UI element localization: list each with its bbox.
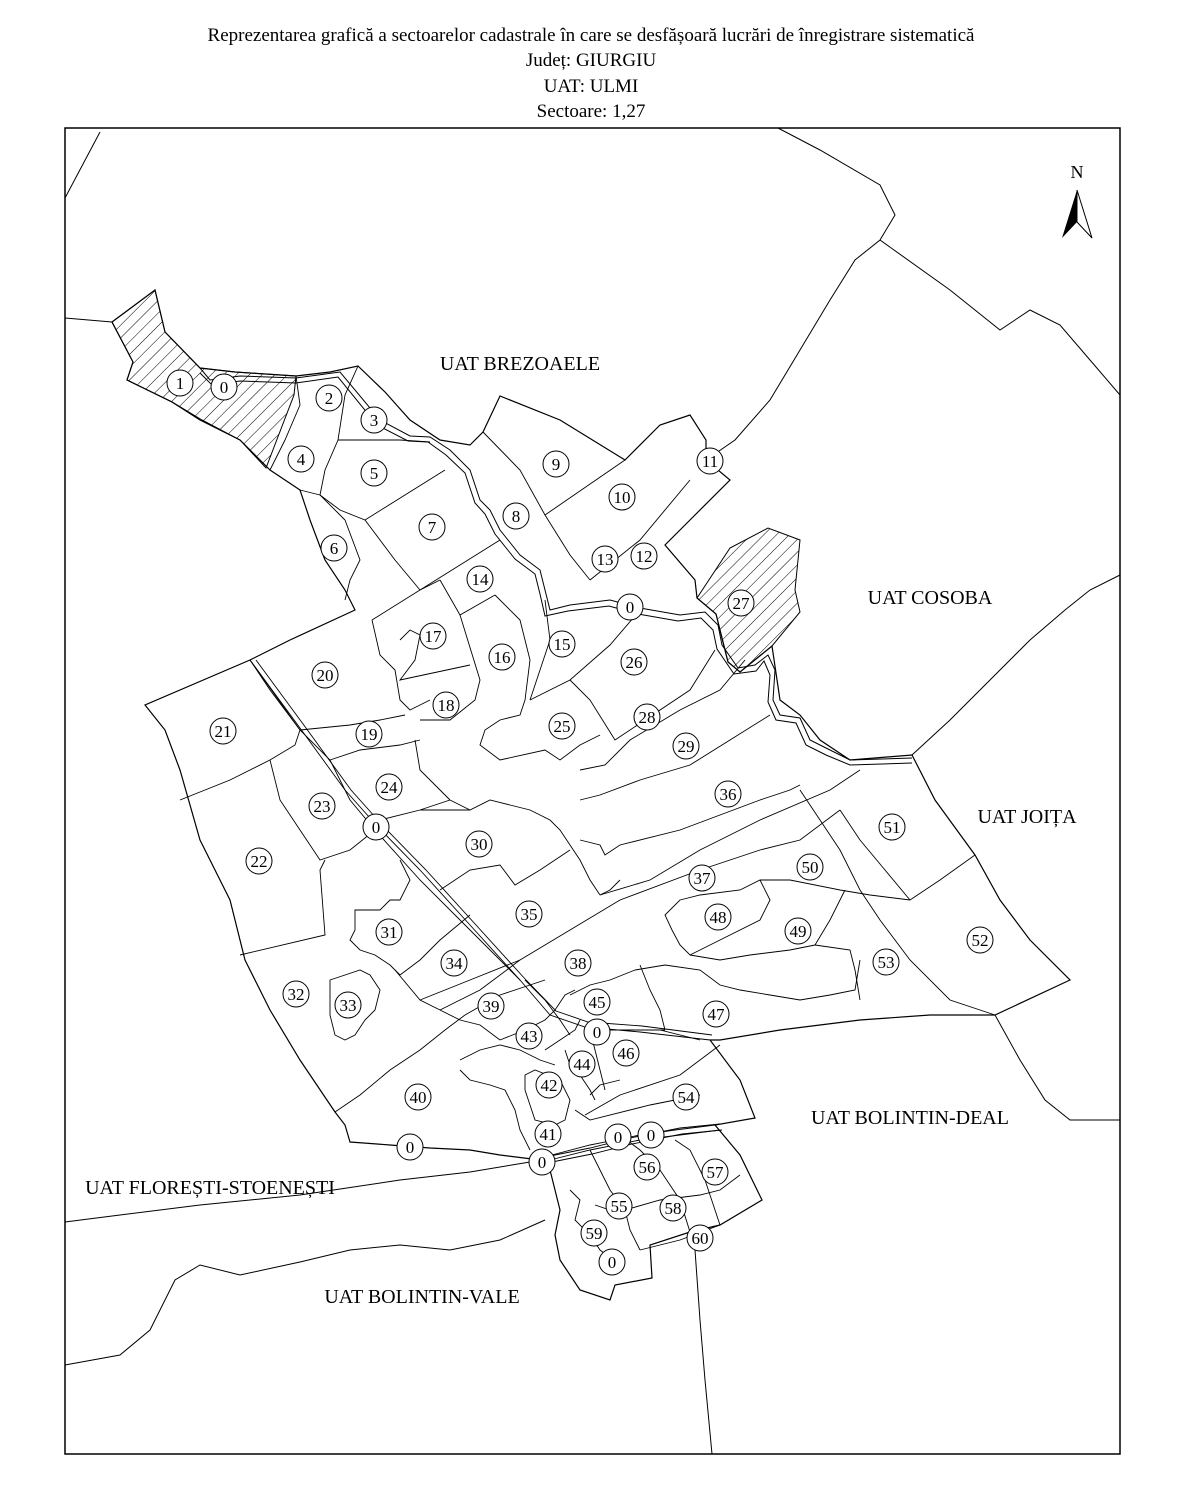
sector-label (516, 901, 542, 927)
sector-label (288, 446, 314, 472)
uat-label: UAT: ULMI (543, 76, 639, 97)
sector-label (728, 590, 754, 616)
sector-number: 60 (691, 1229, 709, 1248)
sector-label (569, 1051, 595, 1077)
sector-label (503, 503, 529, 529)
sector-number: 58 (664, 1199, 682, 1218)
sector-number: 59 (585, 1224, 603, 1243)
sector-number: 24 (380, 778, 398, 797)
sector-number: 36 (719, 785, 737, 804)
north-label: N (1070, 162, 1084, 182)
sector-label (967, 927, 993, 953)
sector-number: 43 (520, 1027, 538, 1046)
sector-number: 57 (706, 1163, 724, 1182)
sector-label (715, 781, 741, 807)
sector-number: 34 (445, 954, 463, 973)
sector-number: 22 (250, 852, 268, 871)
sector-number: 33 (339, 996, 357, 1015)
sector-number: 10 (613, 488, 631, 507)
sector-number: 38 (569, 954, 587, 973)
sector-number: 18 (437, 696, 455, 715)
sector-label (613, 1040, 639, 1066)
sector-label (335, 992, 361, 1018)
sector-label (405, 1084, 431, 1110)
sector-label (592, 546, 618, 572)
sector-number: 31 (380, 923, 398, 942)
sector-label (516, 1023, 542, 1049)
sector-number: 21 (214, 722, 232, 741)
sector-label (873, 949, 899, 975)
sector-label (565, 950, 591, 976)
neighbor-label: UAT COSOBA (867, 587, 993, 609)
sector-number: 49 (789, 922, 807, 941)
sector-boundaries (180, 366, 995, 1265)
territory-boundaries (65, 128, 1120, 1454)
sector-number: 11 (701, 452, 719, 471)
sector-label (467, 566, 493, 592)
sector-number: 30 (470, 835, 488, 854)
sector-label (309, 793, 335, 819)
sector-label (584, 1019, 610, 1045)
sector-number: 0 (537, 1153, 547, 1172)
sector-number: 46 (617, 1044, 635, 1063)
neighbor-label: UAT JOIȚA (977, 806, 1077, 828)
sector-label (687, 1225, 713, 1251)
sectors-label: Sectoare: 1,27 (536, 101, 646, 122)
sector-label (536, 1072, 562, 1098)
sector-label (609, 484, 635, 510)
sector-label (420, 623, 446, 649)
sector-label (363, 814, 389, 840)
sector-number: 42 (540, 1076, 558, 1095)
sector-label (549, 713, 575, 739)
sector-label (879, 814, 905, 840)
river (200, 368, 912, 765)
sector-label (283, 981, 309, 1007)
map-title: Reprezentarea grafică a sectoarelor cadastrale în care se desfășoară lucrări de înregistrare sistematică (207, 25, 975, 46)
sector-label (376, 919, 402, 945)
sector-number: 50 (801, 858, 819, 877)
sector-label (605, 1124, 631, 1150)
sector-label (419, 514, 445, 540)
sector-number: 0 (646, 1126, 656, 1145)
sector-label (673, 733, 699, 759)
sector-label (606, 1193, 632, 1219)
sector-label (617, 594, 643, 620)
sector-number: 53 (877, 953, 895, 972)
sector-label (316, 385, 342, 411)
sector-label (489, 644, 515, 670)
sector-label (797, 854, 823, 880)
sector-number: 23 (313, 797, 331, 816)
sector-label (621, 649, 647, 675)
sector-number: 0 (219, 378, 229, 397)
sector-number: 8 (511, 507, 521, 526)
sector-number: 3 (369, 411, 379, 430)
sector-number: 48 (709, 908, 727, 927)
sector-number: 47 (707, 1005, 725, 1024)
sector-label (673, 1084, 699, 1110)
neighbor-label: UAT BOLINTIN-DEAL (811, 1107, 1009, 1129)
sector-label (529, 1149, 555, 1175)
sector-label (211, 374, 237, 400)
sector-label (599, 1249, 625, 1275)
sector-number: 17 (424, 627, 442, 646)
sector-label (638, 1122, 664, 1148)
sector-label (634, 704, 660, 730)
sector-number: 35 (520, 905, 538, 924)
neighbor-label: UAT BREZOAELE (439, 353, 601, 375)
sector-label (584, 989, 610, 1015)
sector-number: 13 (596, 550, 614, 569)
sector-label (478, 993, 504, 1019)
sector-label (167, 370, 193, 396)
sector-number: 9 (551, 455, 561, 474)
sector-label (312, 662, 338, 688)
sector-number: 45 (588, 993, 606, 1012)
sector-label (397, 1134, 423, 1160)
sector-number: 40 (409, 1088, 427, 1107)
sector-label (697, 448, 723, 474)
sector-number: 6 (329, 539, 339, 558)
sector-label (702, 1159, 728, 1185)
sector-label (689, 865, 715, 891)
sector-label (581, 1220, 607, 1246)
sector-number: 19 (360, 725, 378, 744)
sector-number: 56 (638, 1158, 656, 1177)
sector-number: 54 (677, 1088, 695, 1107)
sector-number: 0 (607, 1253, 617, 1272)
map-frame (65, 128, 1120, 1454)
sector-label (535, 1121, 561, 1147)
sector-label (210, 718, 236, 744)
sector-label (785, 918, 811, 944)
sector-label (433, 692, 459, 718)
sector-label (361, 460, 387, 486)
sector-label (321, 535, 347, 561)
neighbor-label: UAT BOLINTIN-VALE (324, 1286, 520, 1308)
sector-number: 29 (677, 737, 695, 756)
sector-number: 0 (613, 1128, 623, 1147)
sector-label (549, 631, 575, 657)
sector-number: 28 (638, 708, 656, 727)
neighbor-label: UAT FLOREȘTI-STOENEȘTI (85, 1177, 335, 1199)
sector-number: 4 (296, 450, 306, 469)
sector-number: 26 (625, 653, 643, 672)
sector-label (703, 1001, 729, 1027)
sector-number: 5 (369, 464, 379, 483)
sector-label (634, 1154, 660, 1180)
sector-number: 7 (427, 518, 437, 537)
sector-label (631, 543, 657, 569)
sector-label (441, 950, 467, 976)
sector-number: 51 (883, 818, 901, 837)
county-label: Județ: GIURGIU (525, 50, 657, 71)
sector-number: 44 (573, 1055, 591, 1074)
sector-label (705, 904, 731, 930)
sector-label (543, 451, 569, 477)
sector-label (376, 774, 402, 800)
sector-label (246, 848, 272, 874)
sector-number: 20 (316, 666, 334, 685)
sector-number: 32 (287, 985, 305, 1004)
sector-number: 15 (553, 635, 571, 654)
sector-label (361, 407, 387, 433)
sector-number: 2 (324, 389, 334, 408)
sector-number: 12 (635, 547, 653, 566)
sector-number: 52 (971, 931, 989, 950)
sector-number: 55 (610, 1197, 628, 1216)
north-arrow (1062, 162, 1092, 238)
sector-number: 27 (732, 594, 750, 613)
sector-number: 41 (539, 1125, 557, 1144)
sector-number: 0 (592, 1023, 602, 1042)
sector-number: 0 (625, 598, 635, 617)
sector-number: 0 (371, 818, 381, 837)
sector-number: 0 (405, 1138, 415, 1157)
sector-label (466, 831, 492, 857)
sector-number: 1 (175, 374, 185, 393)
sector-label (356, 721, 382, 747)
sector-number: 39 (482, 997, 500, 1016)
sector-number: 16 (493, 648, 511, 667)
sector-number: 37 (693, 869, 711, 888)
sector-1-hatched (112, 290, 296, 468)
sector-number: 14 (471, 570, 489, 589)
sector-number: 25 (553, 717, 571, 736)
sector-label (660, 1195, 686, 1221)
